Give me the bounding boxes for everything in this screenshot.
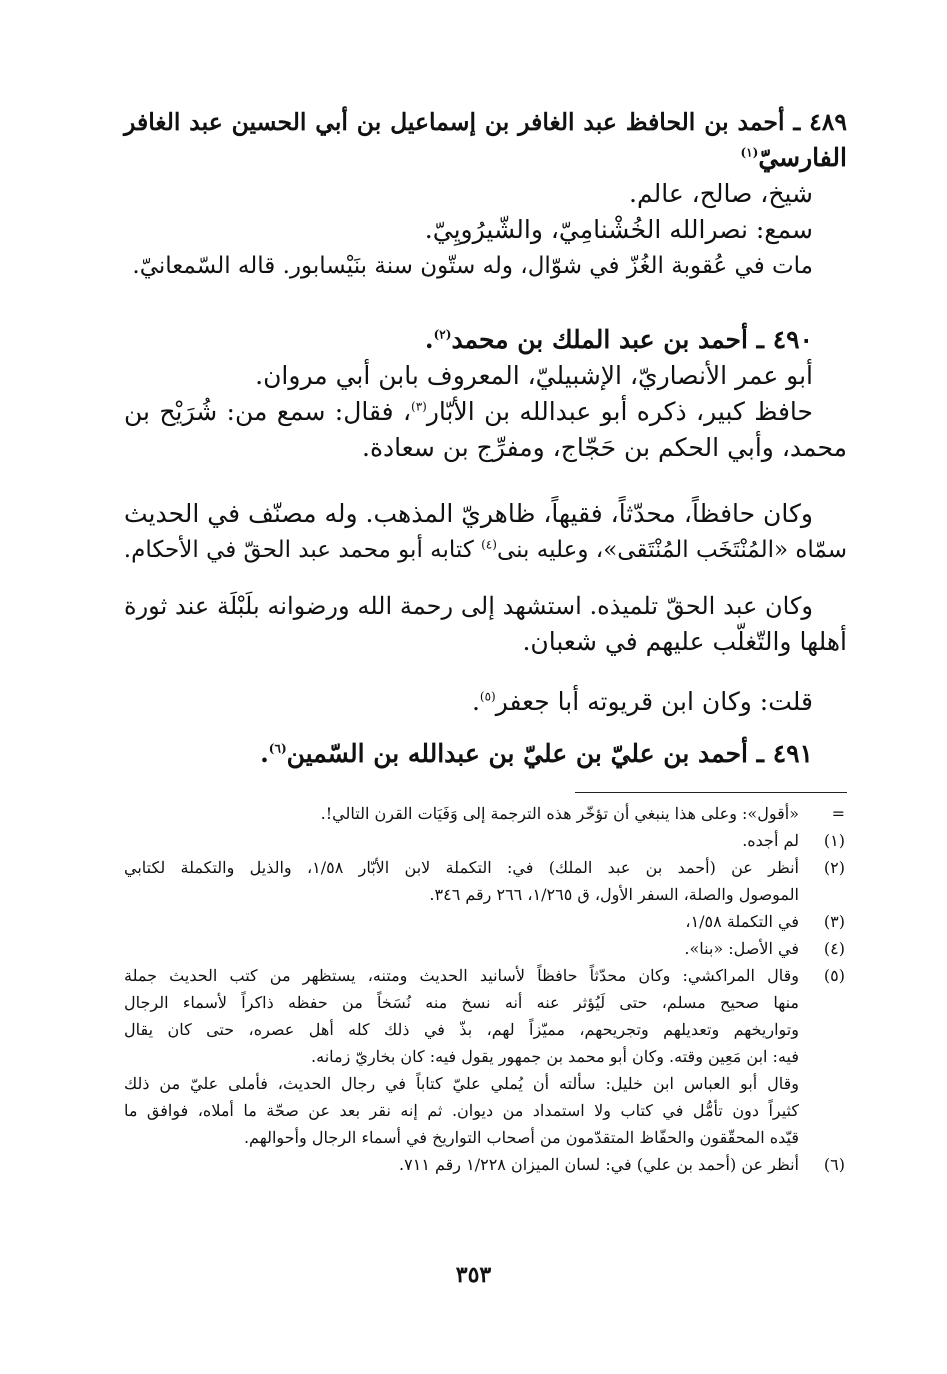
footnote-number bbox=[799, 1124, 847, 1151]
entry-490-line-1: أبو عمر الأنصاريّ، الإشبيليّ، المعروف بابن أبي مروان. bbox=[255, 361, 813, 390]
footnote-text: منها صحيح مسلم، حتى لَيُؤثر عنه أنه نسخ منه نُسَخاً من حفظه ذاكراً لأسماء الرجال bbox=[124, 993, 799, 1012]
footnote-line bbox=[124, 1043, 847, 1070]
footnote-number bbox=[799, 881, 847, 908]
footnote-line bbox=[124, 881, 847, 908]
footnote-number: (٤) bbox=[823, 939, 845, 958]
entry-490-line-2b: ، فقال: سمع من: شُرَيْح بن bbox=[124, 397, 412, 426]
entry-489-line-3: مات في عُقوبة الغُزّ في شوّال، وله ستّون سنة بنَيْسابور. قاله السّمعانيّ. bbox=[132, 253, 813, 279]
footnote-number: (٦) bbox=[823, 1155, 845, 1174]
entry-491-title-text: ٤٩١ ـ أحمد بن عليّ بن عليّ بن عبدالله بن السّمين bbox=[286, 739, 813, 768]
entry-490-line-2 bbox=[124, 394, 847, 430]
footnote-text: أنظر عن (أحمد بن علي) في: لسان الميزان ١/٢٢٨ رقم ٧١١. bbox=[399, 1155, 799, 1174]
footnote-number: (٢) bbox=[823, 858, 845, 877]
footnotes bbox=[124, 800, 847, 1178]
footnote-number: = bbox=[831, 804, 845, 823]
footnote-number bbox=[799, 1016, 847, 1043]
entry-490-para-2 bbox=[124, 496, 847, 568]
footnote-ref-2: (٢) bbox=[433, 327, 452, 342]
footnote-text: فيه: ابن مَعِين وقته. وكان أبو محمد بن جمهور يقول فيه: كان بخاريّ زمانه. bbox=[311, 1047, 799, 1066]
footnote-divider bbox=[575, 792, 847, 793]
entry-489-line-1: شيخ، صالح، عالم. bbox=[629, 179, 813, 208]
entry-491 bbox=[124, 736, 847, 772]
footnote-ref-3: (٣) bbox=[411, 399, 427, 414]
footnote-text: قيّده المحقّقون والحفّاظ المتقدّمون من أصحاب التواريخ في أسماء الرجال وأحوالهم. bbox=[243, 1128, 799, 1147]
footnote-number: (٥) bbox=[823, 966, 845, 985]
entry-489-title-line-2 bbox=[124, 140, 847, 176]
footnote-line bbox=[124, 1151, 847, 1178]
footnote-line bbox=[124, 1124, 847, 1151]
entry-490-line-8 bbox=[124, 684, 847, 720]
entry-489-title-line-1: ٤٨٩ ـ أحمد بن الحافظ عبد الغافر بن إسماعيل بن أبي الحسين عبد الغافر bbox=[124, 108, 847, 136]
entry-489-line-2: سمع: نصرالله الخُشْنامِيّ، والشّيرُويِيّ. bbox=[424, 215, 813, 244]
footnote-line bbox=[124, 935, 847, 962]
footnote-number bbox=[799, 1043, 847, 1070]
entry-490-title-end: . bbox=[424, 325, 434, 354]
entry-490-line-2a: حافظ كبير، ذكره أبو عبدالله بن الأبّار bbox=[426, 397, 814, 426]
footnote-number bbox=[799, 1070, 847, 1097]
entry-490-title bbox=[124, 322, 847, 358]
entry-489-title-name: الفارسيّ bbox=[758, 143, 847, 172]
footnote-line bbox=[124, 989, 847, 1016]
footnote-text: وقال أبو العباس ابن خليل: سألته أن يُملي عليّ كتاباً في رجال الحديث، فأملى عليّ من ذلك bbox=[124, 1074, 799, 1093]
entry-490-line-5 bbox=[124, 532, 847, 568]
footnote-number: (١) bbox=[823, 831, 845, 850]
entry-490-line-3: محمد، وأبي الحكم بن حَجّاج، ومفرِّج بن سعادة. bbox=[362, 433, 847, 462]
footnote-text: كثيراً دون تأمُّل في كتاب ولا استمداد من ديوان. ثم إنه نقر بعد عن صحّة ما أملاه، فوافق ما bbox=[124, 1101, 799, 1120]
footnote-line bbox=[124, 854, 847, 881]
entry-490-line-7: أهلها والتّغلّب عليهم في شعبان. bbox=[522, 627, 847, 656]
footnote-ref-4: (٤) bbox=[481, 537, 497, 552]
entry-490-line-8b: . bbox=[471, 687, 480, 716]
footnote-text: وتواريخهم وتعديلهم وتجريحهم، مميّزاً لهم، بذّ في ذلك كله أهل عصره، حتى كان يقال bbox=[124, 1020, 799, 1039]
footnote-line bbox=[124, 962, 847, 989]
entry-491-title bbox=[124, 736, 847, 772]
footnote-line bbox=[124, 908, 847, 935]
footnote-line bbox=[124, 1016, 847, 1043]
footnote-text: الموصول والصلة، السفر الأول، ق ١/٢٦٥، ٢٦٦ رقم ٣٤٦. bbox=[429, 885, 799, 904]
footnote-line bbox=[124, 1070, 847, 1097]
footnote-text: «أقول»: وعلى هذا ينبغي أن تؤخّر هذه الترجمة إلى وَفَيَات القرن التالي!. bbox=[320, 804, 799, 823]
footnote-ref-1: (١) bbox=[740, 145, 759, 160]
footnote-number: (٣) bbox=[823, 912, 845, 931]
footnote-text: أنظر عن (أحمد بن عبد الملك) في: التكملة لابن الأبّار ١/٥٨، والذيل والتكملة لكتابي bbox=[124, 858, 800, 877]
entry-491-title-end: . bbox=[260, 739, 269, 768]
footnote-number bbox=[799, 989, 847, 1016]
entry-490-para-3 bbox=[124, 588, 847, 660]
footnote-ref-6: (٦) bbox=[268, 741, 287, 756]
footnote-line bbox=[124, 1097, 847, 1124]
footnote-ref-5: (٥) bbox=[479, 689, 496, 704]
entry-490-line-6: وكان عبد الحقّ تلميذه. استشهد إلى رحمة الله ورضوانه بلَبْلَة عند ثورة bbox=[124, 592, 813, 620]
footnote-line bbox=[124, 827, 847, 854]
entry-490-line-8a: قلت: وكان ابن قريوته أبا جعفر bbox=[495, 687, 813, 716]
footnote-text: في الأصل: «بنا». bbox=[684, 939, 799, 958]
entry-490-para-4 bbox=[124, 684, 847, 720]
entry-489 bbox=[124, 104, 847, 284]
entry-490-title-text: ٤٩٠ ـ أحمد بن عبد الملك بن محمد bbox=[451, 325, 813, 354]
footnote-text: لم أجده. bbox=[742, 831, 799, 850]
entry-490 bbox=[124, 322, 847, 466]
page-number: ٣٥٣ bbox=[455, 1262, 492, 1288]
footnote-text: في التكملة ١/٥٨، bbox=[685, 912, 799, 931]
footnote-text: وقال المراكشي: وكان محدّثاً حافظاً لأسانيد الحديث ومتنه، يستظهر من كتب الحديث جملة bbox=[124, 966, 799, 985]
entry-490-line-5a: سمّاه «المُنْتَخَب المُنْتَقى»، وعليه بنى bbox=[496, 537, 847, 563]
footnote-line bbox=[124, 800, 847, 827]
footnote-number bbox=[799, 1097, 847, 1124]
entry-490-line-4: وكان حافظاً، محدّثاً، فقيهاً، ظاهريّ المذهب. وله مصنّف في الحديث bbox=[124, 499, 813, 528]
entry-490-line-5b: كتابه أبو محمد عبد الحقّ في الأحكام. bbox=[123, 537, 482, 563]
